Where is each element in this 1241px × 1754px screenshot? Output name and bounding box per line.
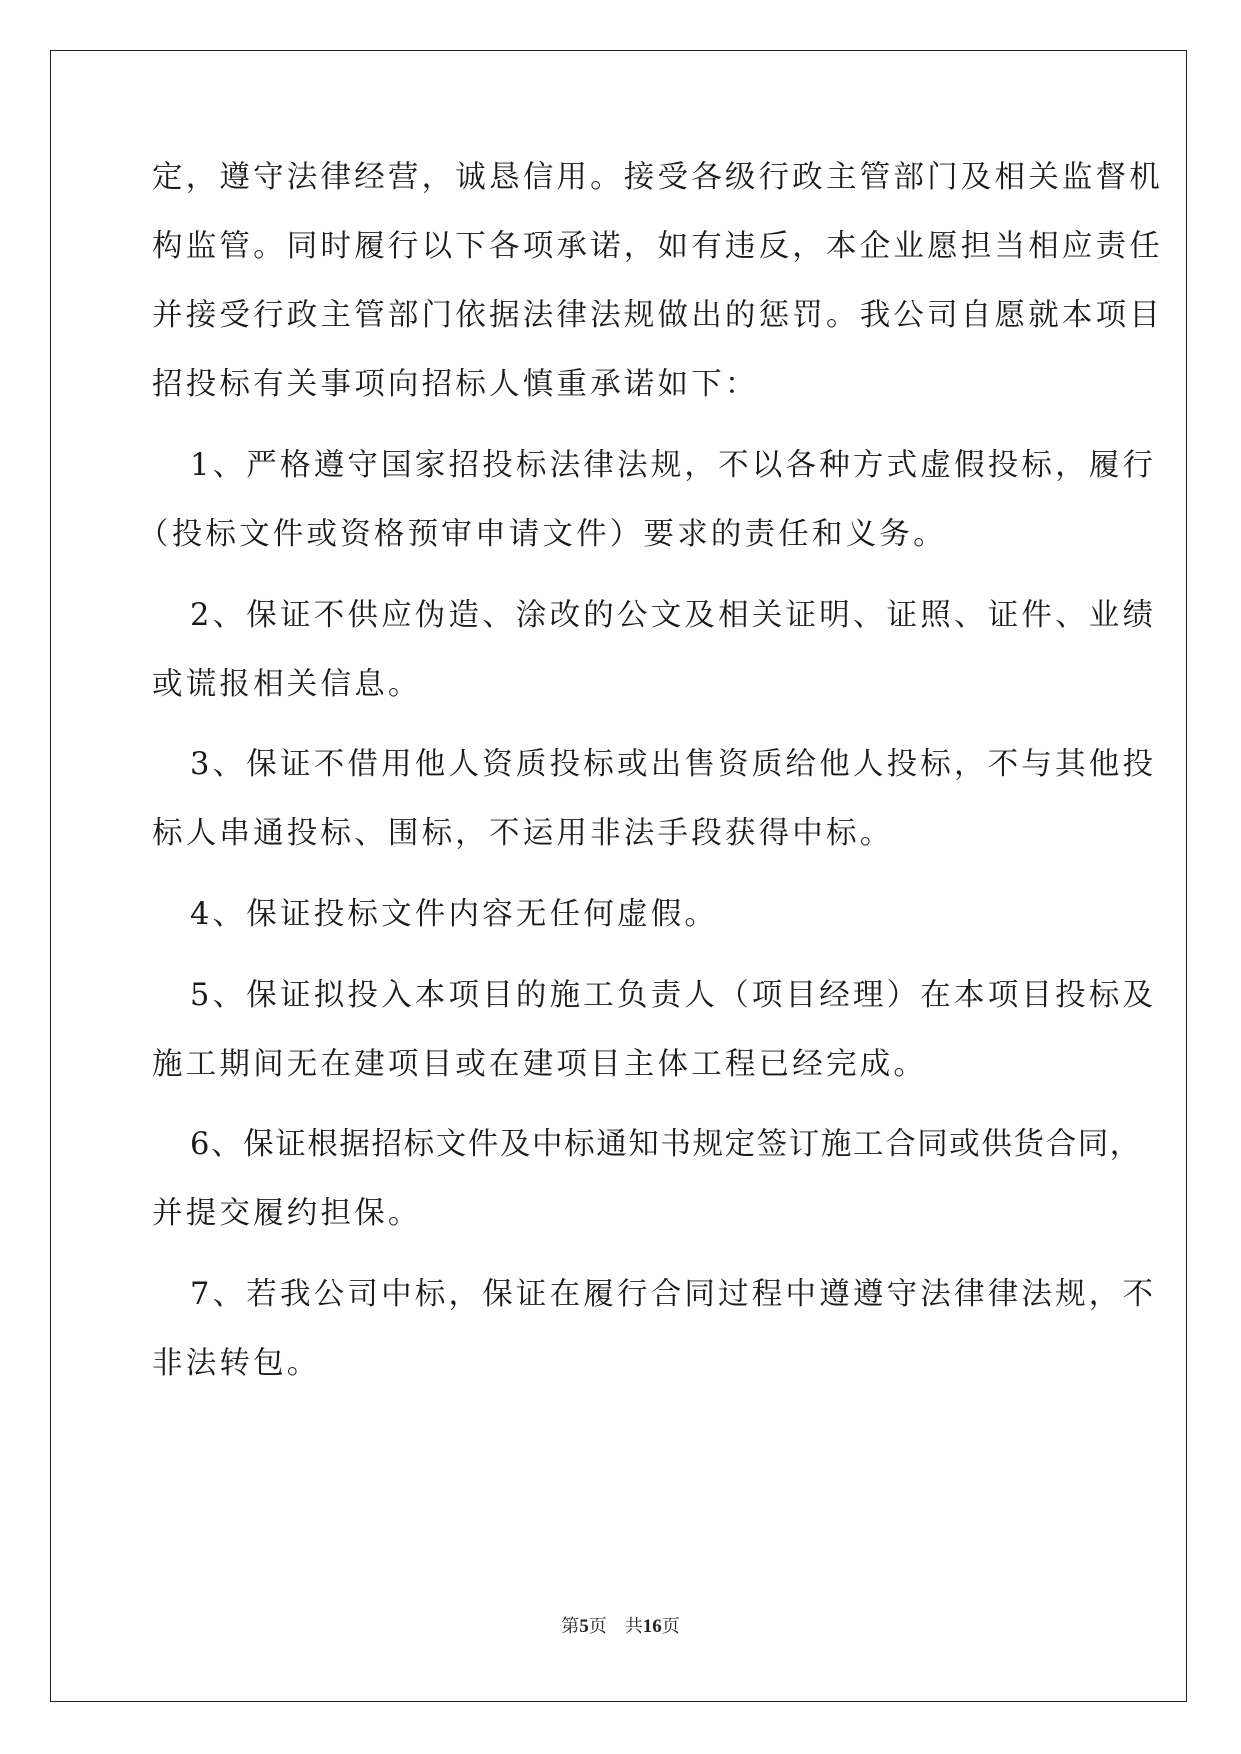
text-line: 并提交履约担保。 [152,1196,422,1231]
total-prefix: 共 [624,1616,643,1637]
page-prefix: 第 [561,1616,580,1637]
page-number: 5 [579,1616,589,1637]
text-line: 构监管。同时履行以下各项承诺，如有违反，本企业愿担当相应责任 [152,229,1163,264]
text-line: 施工期间无在建项目或在建项目主体工程已经完成。 [152,1047,928,1082]
text-line: （投标文件或资格预审申请文件）要求的责任和义务。 [138,517,947,552]
text-line: 1、严格遵守国家招投标法律法规，不以各种方式虚假投标，履行 [190,448,1157,483]
text-line: 4、保证投标文件内容无任何虚假。 [190,897,719,932]
text-line: 5、保证拟投入本项目的施工负责人（项目经理）在本项目投标及 [190,978,1157,1013]
text-line: 定，遵守法律经营，诚恳信用。接受各级行政主管部门及相关监督机 [152,160,1163,195]
text-line: 3、保证不借用他人资质投标或出售资质给他人投标，不与其他投 [190,747,1157,782]
text-line: 招投标有关事项向招标人慎重承诺如下： [152,367,759,402]
text-line: 标人串通投标、围标，不运用非法手段获得中标。 [152,816,894,851]
text-line: 6、保证根据招标文件及中标通知书规定签订施工合同或供货合同， [190,1127,1142,1162]
page-suffix: 页 [588,1616,607,1637]
text-line: 2、保证不供应伪造、涂改的公文及相关证明、证照、证件、业绩 [190,598,1157,633]
total-pages: 16 [642,1616,662,1637]
page-footer [0,1612,1241,1638]
total-suffix: 页 [661,1616,680,1637]
text-line: 7、若我公司中标，保证在履行合同过程中遵遵守法律律法规，不 [190,1277,1157,1312]
text-line: 并接受行政主管部门依据法律法规做出的惩罚。我公司自愿就本项目 [152,298,1163,333]
text-line: 非法转包。 [152,1346,321,1381]
text-line: 或谎报相关信息。 [152,667,422,702]
